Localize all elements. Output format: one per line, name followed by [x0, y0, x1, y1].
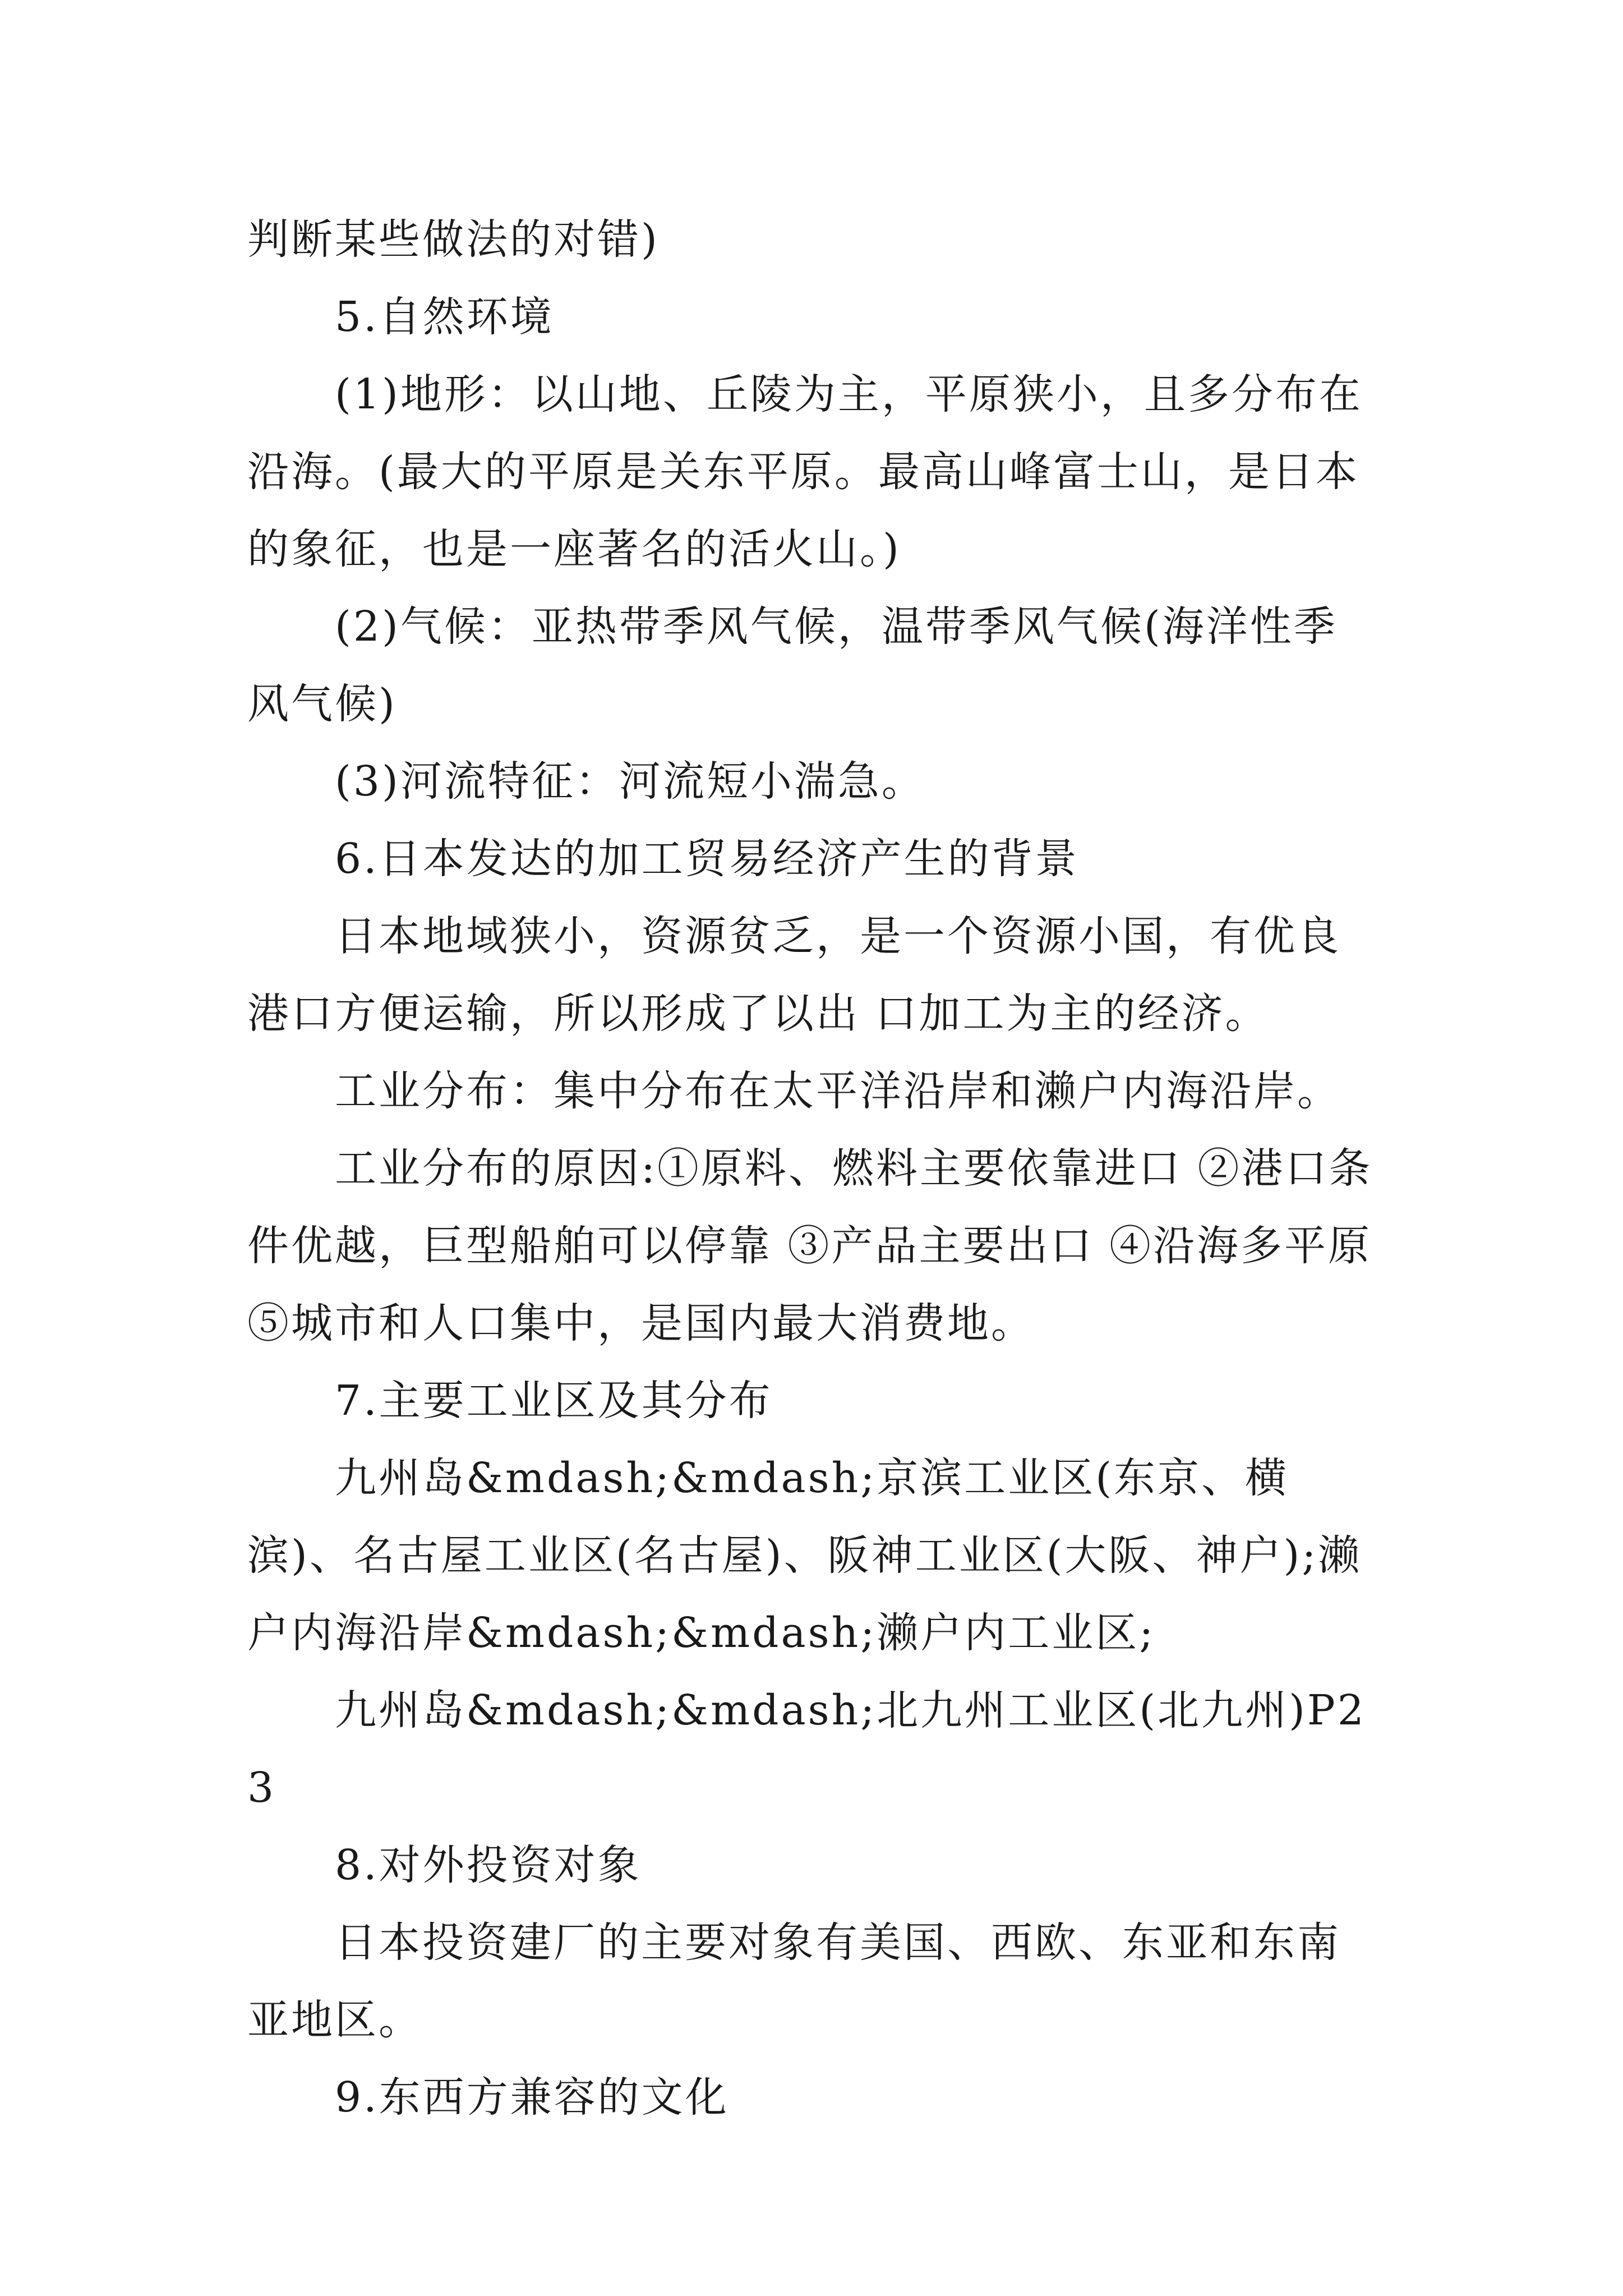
section-heading-culture: 9.东西方兼容的文化 — [335, 2073, 729, 2122]
section-heading-industrial-zones: 7.主要工业区及其分布 — [335, 1377, 773, 1425]
paragraph-investment-targets: 日本投资建厂的主要对象有美国、西欧、东亚和东南亚地区。 — [247, 1918, 1341, 2044]
section-heading-natural-environment: 5.自然环境 — [335, 293, 554, 341]
paragraph-trade-background: 日本地域狭小，资源贫乏，是一个资源小国，有优良港口方便运输，所以形成了以出 口加工为主的经济。 — [247, 912, 1341, 1038]
paragraph-continuation: 判断某些做法的对错) — [247, 215, 660, 264]
paragraph-distribution-reasons: 工业分布的原因:①原料、燃料主要依靠进口 ②港口条件优越，巨型船舶可以停靠 ③产品主要出口 ④沿海多平原⑤城市和人口集中，是国内最大消费地。 — [247, 1144, 1373, 1347]
section-heading-processing-trade: 6.日本发达的加工贸易经济产生的背景 — [335, 835, 1079, 883]
paragraph-industrial-zones-list: 九州岛&mdash;&mdash;京滨工业区(东京、横滨)、名古屋工业区(名古屋)、阪神工业区(大阪、神户);濑户内海沿岸&mdash;&mdash;濑户内工业区; — [247, 1454, 1362, 1657]
paragraph-industry-distribution: 工业分布：集中分布在太平洋沿岸和濑户内海沿岸。 — [335, 1067, 1341, 1115]
document-body — [247, 201, 1380, 2136]
paragraph-climate: (2)气候：亚热带季风气候，温带季风气候(海洋性季风气候) — [247, 602, 1338, 728]
section-heading-investment: 8.对外投资对象 — [335, 1841, 642, 1889]
paragraph-terrain: (1)地形：以山地、丘陵为主，平原狭小，且多分布在沿海。(最大的平原是关东平原。最高山峰富士山，是日本的象征，也是一座著名的活火山。) — [247, 370, 1363, 573]
paragraph-rivers: (3)河流特征：河流短小湍急。 — [335, 757, 925, 806]
paragraph-kitakyushu: 九州岛&mdash;&mdash;北九州工业区(北九州)P23 — [247, 1686, 1366, 1812]
